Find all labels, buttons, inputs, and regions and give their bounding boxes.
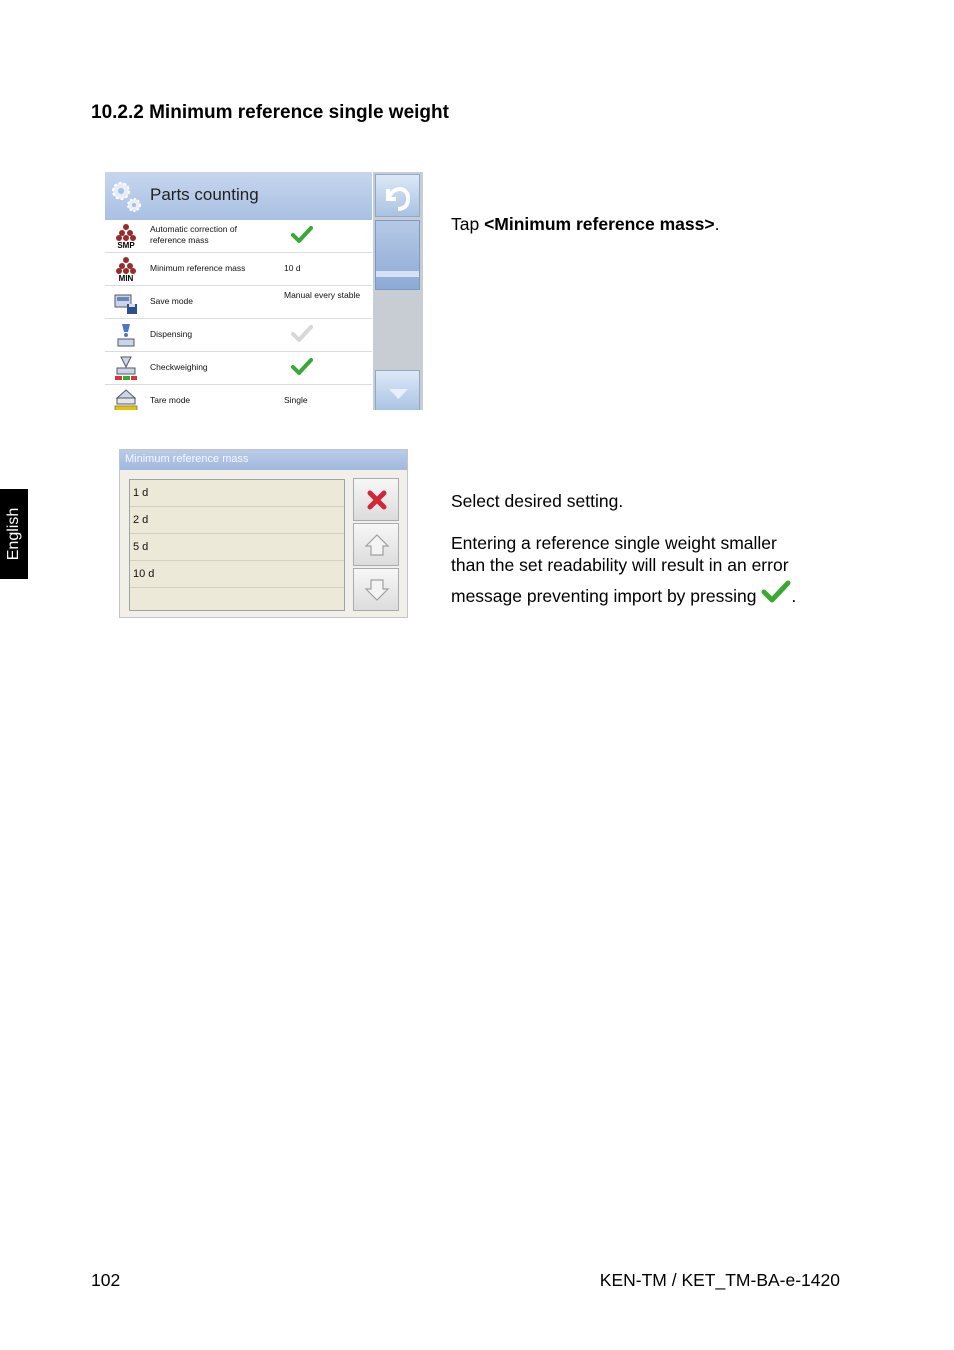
checkmark-icon	[291, 357, 313, 377]
checkmark-icon	[761, 580, 791, 604]
arrow-up-icon	[354, 524, 400, 567]
list-item[interactable]	[130, 507, 344, 534]
cancel-button[interactable]	[353, 478, 399, 521]
setting-row-dispensing[interactable]	[105, 319, 372, 352]
tare-icon	[113, 388, 139, 410]
setting-row-checkweighing[interactable]	[105, 352, 372, 385]
setting-label: Checkweighing	[150, 362, 208, 372]
dispensing-icon	[113, 322, 139, 348]
setting-label: Tare mode	[150, 395, 191, 405]
back-button[interactable]	[375, 174, 420, 217]
instruction-menu-name: <Minimum reference mass>	[484, 214, 715, 234]
setting-value: 10 d	[284, 263, 301, 273]
down-button[interactable]	[353, 568, 399, 611]
page-number: 102	[91, 1270, 121, 1290]
setting-label: Save mode	[150, 296, 193, 306]
setting-row-save-mode[interactable]	[105, 286, 372, 319]
setting-value: Single	[284, 395, 308, 405]
option-label: 2 d	[133, 514, 149, 526]
document-id: KEN-TM / KET_TM-BA-e-1420	[599, 1270, 840, 1290]
list-item[interactable]	[130, 534, 344, 561]
scrollbar-thumb[interactable]	[375, 220, 420, 290]
note-end: .	[791, 586, 797, 606]
section-heading: 10.2.2 Minimum reference single weight	[91, 102, 449, 123]
note-line: than the set readability will result in an error	[451, 555, 789, 575]
option-label: 5 d	[133, 541, 149, 553]
list-item[interactable]	[130, 561, 344, 588]
setting-label: Dispensing	[150, 329, 193, 339]
svg-text:MIN: MIN	[118, 274, 134, 282]
up-button[interactable]	[353, 523, 399, 566]
note-line-with-icon	[451, 580, 851, 607]
screen-header	[105, 172, 372, 220]
setting-label: Minimum reference mass	[150, 263, 246, 273]
option-label: 1 d	[133, 487, 149, 499]
instruction-tap	[451, 213, 719, 235]
dialog-title: Minimum reference mass	[125, 453, 249, 465]
checkmark-icon	[291, 225, 313, 245]
instruction-prefix: Tap	[451, 214, 485, 234]
setting-row-tare-mode[interactable]	[105, 385, 372, 410]
list-item[interactable]	[130, 480, 344, 507]
checkmark-disabled-icon	[291, 324, 313, 344]
setting-row-minimum-reference-mass[interactable]	[105, 253, 372, 286]
settings-list	[105, 220, 372, 410]
option-label: 10 d	[133, 568, 155, 580]
language-tab	[0, 489, 28, 579]
setting-label: Automatic correction of reference mass	[150, 224, 237, 245]
instruction-suffix: .	[714, 214, 720, 234]
scroll-down-button[interactable]	[375, 370, 420, 410]
back-arrow-icon	[376, 175, 421, 218]
parts-counting-screen	[105, 172, 423, 410]
save-scale-icon	[113, 289, 139, 315]
minimum-reference-mass-dialog	[119, 449, 408, 618]
setting-value: Manual every stable	[284, 290, 361, 300]
gear-icon	[109, 178, 143, 214]
svg-text:SMP: SMP	[117, 241, 135, 249]
side-button-panel	[373, 172, 423, 410]
language-tab-label: English	[5, 507, 22, 561]
checkweighing-icon	[113, 355, 139, 381]
arrow-down-icon	[354, 569, 400, 612]
instruction-select: Select desired setting.	[451, 491, 624, 511]
note-line: message preventing import by pressing	[451, 586, 757, 606]
options-list	[129, 479, 345, 611]
note-line: Entering a reference single weight smaller	[451, 533, 777, 553]
setting-row-auto-correction[interactable]	[105, 220, 372, 253]
screen-title: Parts counting	[150, 185, 259, 204]
smp-weights-icon	[113, 223, 139, 249]
arrow-down-icon	[376, 371, 421, 410]
close-icon	[354, 479, 400, 522]
instruction-note	[451, 532, 851, 607]
min-weights-icon	[113, 256, 139, 282]
dialog-title-bar	[120, 450, 407, 470]
